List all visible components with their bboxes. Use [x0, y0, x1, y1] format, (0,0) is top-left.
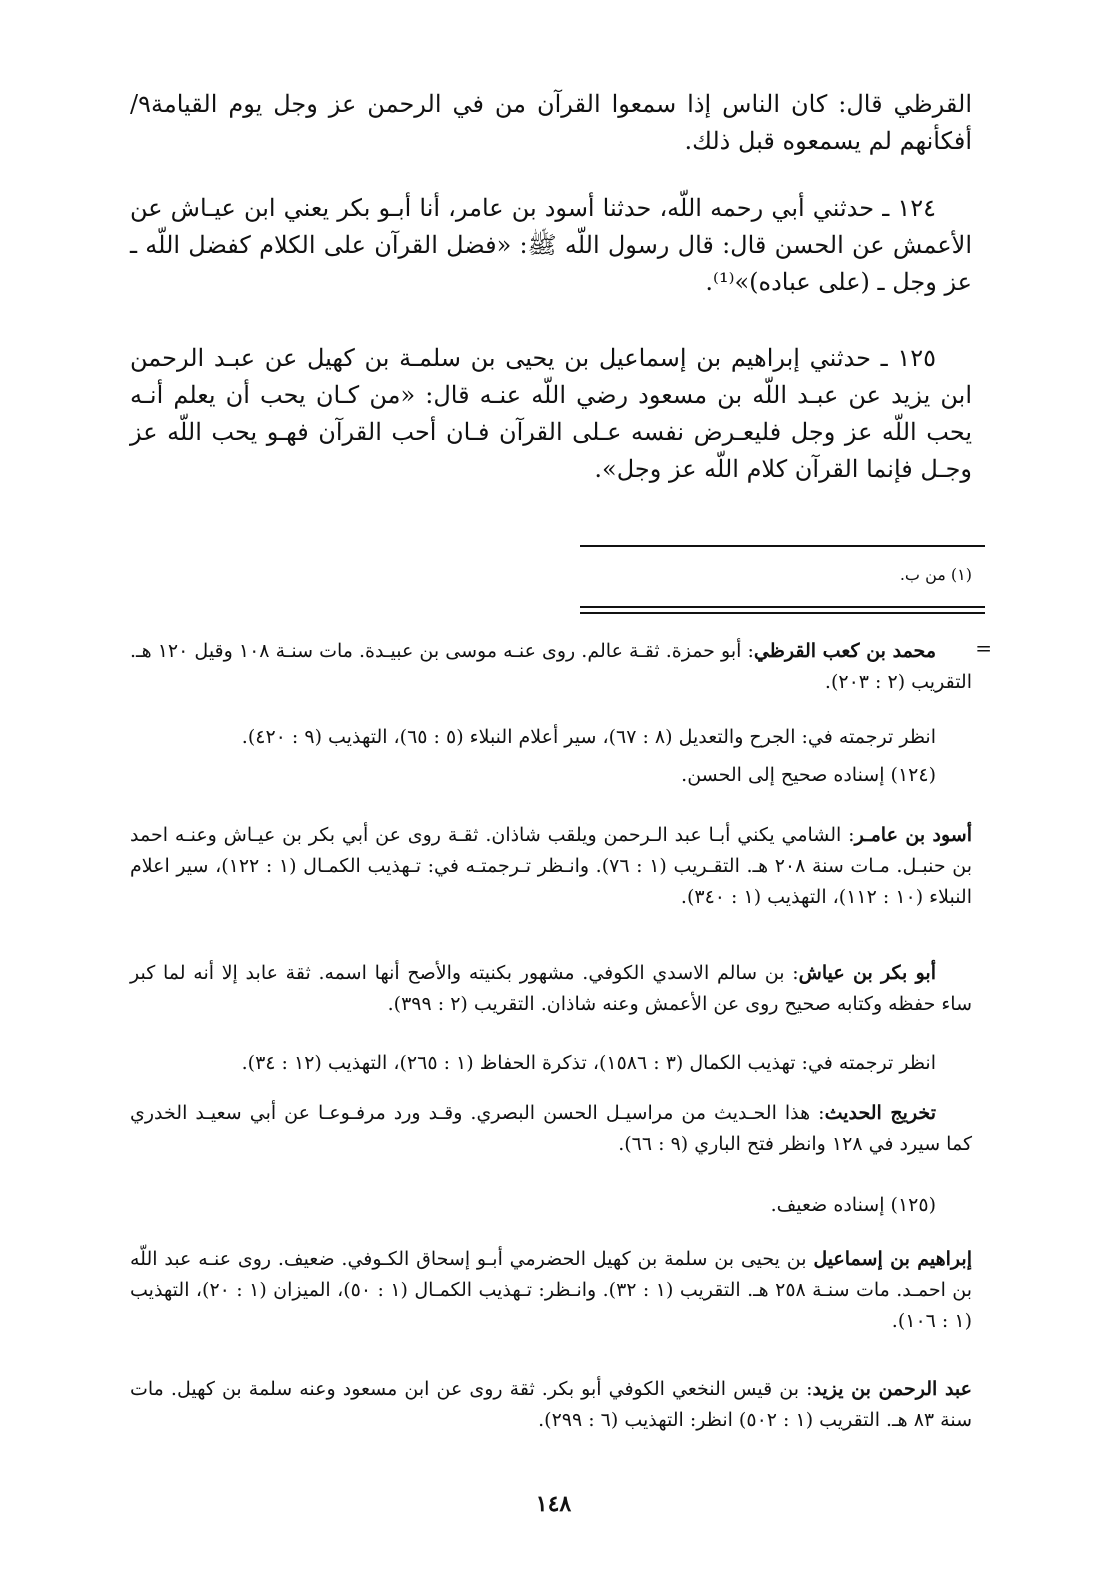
note-text: بن يحيى بن سلمة بن كهيل الحضرمي أبـو إسحاق الكـوفي. ضعيف. روى عنـه عبد اللّه بن احمـد. مات سنـة ٢٥٨ هـ. التقريب (١ : ٣٢). وانـظر: تـهذيب الكمـال (١ : ٥٠)، الميزان (١ : ٢٠)، التهذيب (١ : ١٠٦). [130, 1248, 973, 1332]
note-text: : الشامي يكني أبـا عبد الـرحمن ويلقب شاذان. ثقـة روى عن أبي بكر بن عيـاش وعنـه احمد بن حنبـل. مـات سنة ٢٠٨ هـ. التقـريب (١ : ٧٦). وانـظر تـرجمتـه في: تـهذيب الكمـال (١ : ١٢٢)، سير اعلام النبلاء (١٠ : ١١٢)، التهذيب (١ : ٣٤٠). [130, 824, 972, 908]
note-text: : هذا الحـديث من مراسيـل الحسن البصري. وقـد ورد مرفـوعـا عن أبي سعيـد الخدري كما سيرد في ١٢٨ وانظر فتح الباري (٩ : ٦٦). [130, 1102, 972, 1155]
note-name: محمد بن كعب القرظي [753, 640, 936, 662]
note-ibrahim-ibn-ismail [130, 1244, 972, 1337]
note-muhammad-ibn-kaab [130, 636, 972, 698]
note-text: : بن قيس النخعي الكوفي أبو بكر. ثقة روى عن ابن مسعود وعنه سلمة بن كهيل. مات سنة ٨٣ هـ. التقريب (١ : ٥٠٢) انظر: التهذيب (٦ : ٢٩٩). [130, 1378, 972, 1431]
note-isnad-124: (١٢٤) إسناده صحيح إلى الحسن. [681, 764, 936, 786]
note-name: عبد الرحمن بن يزيد [812, 1378, 972, 1400]
continuation-mark: = [975, 636, 992, 660]
note-name: تخريج الحديث [824, 1102, 936, 1124]
note-abu-bakr-ibn-ayyash [130, 958, 972, 1020]
note-aswad-ibn-amir [130, 820, 972, 913]
note-references-2: انظر ترجمته في: تهذيب الكمال (٣ : ١٥٨٦)، تذكرة الحفاظ (١ : ٢٦٥)، التهذيب (١٢ : ٣٤). [241, 1052, 936, 1074]
hadith-124: ١٢٤ ـ حدثني أبي رحمه اللّه، حدثنا أسود بن عامر، أنا أبـو بكر يعني ابن عيـاش عن الأعمش عن الحسن قال: قال رسول اللّه ﷺ: «فضل القرآن على الكلام كفضل اللّه ـ عز وجل ـ (على عباده)»⁽¹⁾. [130, 194, 972, 296]
main-paragraph: القرظي قال: كان الناس إذا سمعوا القرآن من في الرحمن عز وجل يوم القيامة٩/أفكأنهم لم يسمعوه قبل ذلك. [130, 90, 972, 155]
note-takhrij [130, 1098, 972, 1160]
footnote-rule [580, 545, 985, 547]
note-text: : بن سالم الاسدي الكوفي. مشهور بكنيته والأصح أنها اسمه. ثقة عابد إلا أنه لما كبر ساء حفظه وكتابه صحيح روى عن الأعمش وعنه شاذان. التقريب (٢ : ٣٩٩). [130, 962, 972, 1015]
note-isnad-125: (١٢٥) إسناده ضعيف. [770, 1194, 936, 1216]
note-name: أبو بكر بن عياش [798, 962, 936, 984]
divider-rule-bottom [580, 612, 985, 614]
note-name: أسود بن عامـر [854, 824, 973, 846]
footnote: (١) من ب. [899, 565, 972, 584]
note-references-1: انظر ترجمته في: الجرح والتعديل (٨ : ٦٧)، سير أعلام النبلاء (٥ : ٦٥)، التهذيب (٩ : ٤٢٠). [241, 726, 936, 748]
page-number: ١٤٨ [535, 1491, 572, 1517]
note-abd-al-rahman-ibn-yazid [130, 1374, 972, 1436]
divider-rule-top [580, 606, 985, 608]
hadith-125: ١٢٥ ـ حدثني إبراهيم بن إسماعيل بن يحيى بن سلمـة بن كهيل عن عبـد الرحمن ابن يزيد عن عبـد اللّه بن مسعود رضي اللّه عنـه قال: «من كـان يحب أن يعلم أنـه يحب اللّه عز وجل فليعـرض نفسه عـلى القرآن فـان أحب القرآن فهـو يحب اللّه عز وجـل فإنما القرآن كلام اللّه عز وجل». [130, 344, 972, 483]
note-text: : أبو حمزة. ثقـة عالم. روى عنـه موسى بن عبيـدة. مات سنـة ١٠٨ وقيل ١٢٠ هـ. التقريب (٢ : ٢٠٣). [130, 640, 972, 693]
note-name: إبراهيم بن إسماعيل [813, 1248, 972, 1270]
